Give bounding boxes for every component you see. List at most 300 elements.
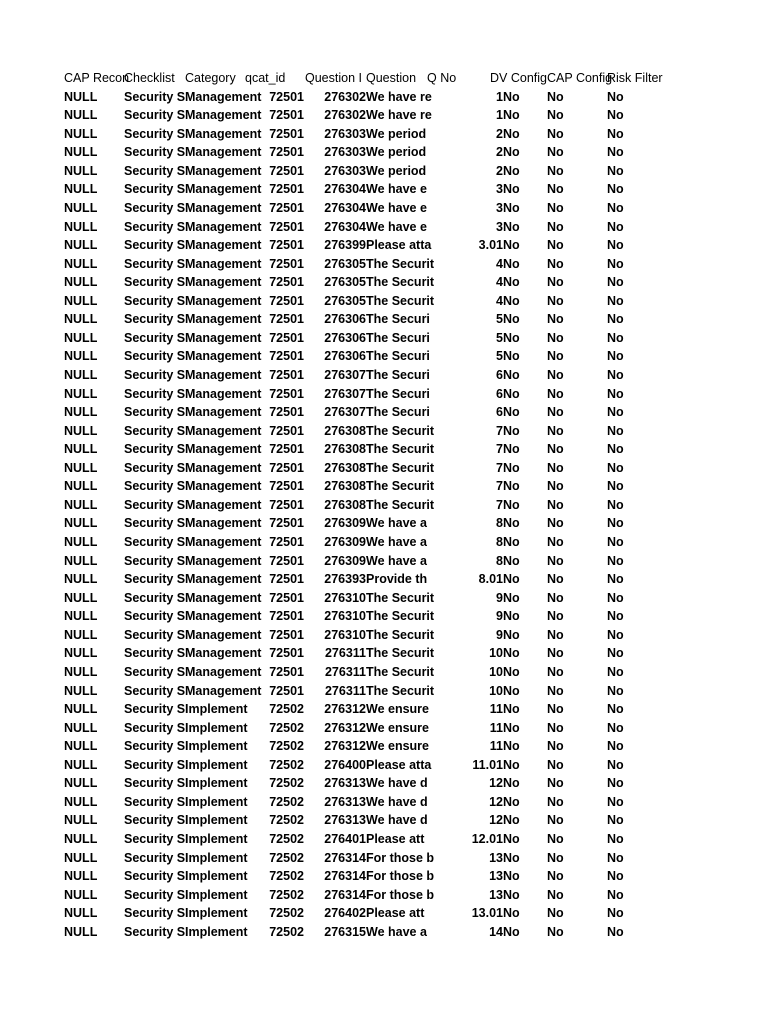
table-cell[interactable]: No	[503, 832, 520, 846]
table-cell[interactable]: We ensure	[366, 739, 429, 754]
table-cell[interactable]: No	[607, 126, 624, 141]
table-cell[interactable]: No	[607, 479, 624, 494]
table-cell[interactable]: No	[607, 497, 624, 512]
table-cell[interactable]: 8	[496, 553, 503, 568]
table-cell[interactable]: No	[547, 609, 564, 624]
header-cell[interactable]: CAP Config	[547, 71, 613, 85]
table-cell[interactable]: 5	[496, 312, 503, 327]
table-cell[interactable]: No	[547, 182, 564, 197]
table-cell[interactable]: NULL	[64, 219, 98, 234]
table-cell[interactable]: No	[607, 757, 624, 772]
table-cell[interactable]: No	[503, 238, 520, 253]
table-cell[interactable]: 8.01	[478, 572, 503, 587]
table-cell[interactable]: No	[503, 609, 520, 624]
table-cell[interactable]: No	[503, 330, 520, 345]
table-cell[interactable]: 276308	[324, 442, 366, 457]
table-cell[interactable]: 72502	[269, 794, 304, 809]
table-cell[interactable]: NULL	[64, 238, 98, 253]
table-cell[interactable]: NULL	[64, 739, 98, 754]
table-cell[interactable]: No	[607, 368, 624, 382]
table-cell[interactable]: 72501	[269, 460, 304, 475]
table-cell[interactable]: No	[547, 702, 564, 717]
table-cell[interactable]: 10	[489, 664, 503, 679]
table-cell[interactable]: We have d	[366, 794, 428, 809]
table-cell[interactable]: No	[503, 850, 520, 865]
table-cell[interactable]: Security S	[124, 89, 186, 104]
table-cell[interactable]: The Securi	[366, 368, 430, 382]
table-cell[interactable]: NULL	[64, 553, 98, 568]
table-cell[interactable]: No	[547, 646, 564, 661]
header-cell[interactable]: Category	[185, 71, 236, 85]
table-cell[interactable]: The Securit	[366, 423, 435, 438]
table-cell[interactable]: 276314	[324, 887, 366, 902]
header-cell[interactable]: Question	[366, 71, 417, 85]
table-cell[interactable]: No	[607, 887, 624, 902]
table-cell[interactable]: Implement	[185, 869, 248, 884]
table-cell[interactable]: No	[503, 386, 520, 401]
table-cell[interactable]: 4	[496, 275, 503, 290]
table-cell[interactable]: We have a	[366, 553, 427, 568]
table-cell[interactable]: No	[547, 293, 564, 308]
table-cell[interactable]: 7	[496, 497, 503, 512]
table-cell[interactable]: 276312	[324, 720, 366, 735]
table-cell[interactable]: NULL	[64, 869, 98, 884]
table-cell[interactable]: We ensure	[366, 720, 429, 735]
table-cell[interactable]: 276393	[324, 572, 366, 587]
table-cell[interactable]: Management	[185, 423, 262, 438]
table-cell[interactable]: 276311	[324, 664, 366, 679]
table-cell[interactable]: NULL	[64, 572, 98, 587]
table-cell[interactable]: 72501	[269, 609, 304, 624]
table-cell[interactable]: Security S	[124, 368, 186, 382]
table-cell[interactable]: No	[503, 516, 520, 531]
table-cell[interactable]: The Securit	[366, 275, 435, 290]
table-cell[interactable]: 72501	[269, 442, 304, 457]
table-cell[interactable]: NULL	[64, 182, 98, 197]
table-cell[interactable]: No	[607, 683, 624, 698]
table-cell[interactable]: We have a	[366, 516, 427, 531]
table-cell[interactable]: 11	[489, 702, 503, 717]
table-cell[interactable]: 276310	[324, 627, 366, 642]
table-cell[interactable]: No	[607, 702, 624, 717]
table-cell[interactable]: 12.01	[471, 832, 503, 846]
table-cell[interactable]: 2	[496, 126, 503, 141]
table-cell[interactable]: 72501	[269, 572, 304, 587]
table-cell[interactable]: Management	[185, 145, 262, 160]
table-cell[interactable]: Management	[185, 89, 262, 104]
header-cell[interactable]: CAP Recon	[64, 71, 130, 85]
table-cell[interactable]: 276306	[324, 312, 366, 327]
table-cell[interactable]: No	[503, 757, 520, 772]
table-cell[interactable]: No	[503, 664, 520, 679]
table-cell[interactable]: Security S	[124, 553, 186, 568]
table-cell[interactable]: NULL	[64, 256, 98, 271]
table-cell[interactable]: Management	[185, 108, 262, 123]
table-cell[interactable]: 276310	[324, 590, 366, 605]
table-cell[interactable]: Management	[185, 163, 262, 178]
table-cell[interactable]: 72501	[269, 256, 304, 271]
table-cell[interactable]: No	[607, 89, 624, 104]
table-cell[interactable]: 8	[496, 516, 503, 531]
table-cell[interactable]: 276402	[324, 906, 366, 921]
table-cell[interactable]: Management	[185, 349, 262, 364]
table-cell[interactable]: No	[547, 126, 564, 141]
table-cell[interactable]: Security S	[124, 275, 186, 290]
table-cell[interactable]: 276313	[324, 776, 366, 791]
table-cell[interactable]: 72501	[269, 553, 304, 568]
table-cell[interactable]: Please atta	[366, 757, 432, 772]
table-cell[interactable]: 72502	[269, 757, 304, 772]
table-cell[interactable]: NULL	[64, 349, 98, 364]
table-cell[interactable]: NULL	[64, 776, 98, 791]
table-cell[interactable]: 1	[496, 89, 503, 104]
table-cell[interactable]: 2	[496, 145, 503, 160]
table-cell[interactable]: 72501	[269, 516, 304, 531]
table-cell[interactable]: No	[503, 200, 520, 215]
table-cell[interactable]: 276309	[324, 516, 366, 531]
table-cell[interactable]: Security S	[124, 739, 186, 754]
table-cell[interactable]: No	[607, 516, 624, 531]
table-cell[interactable]: Security S	[124, 386, 186, 401]
table-cell[interactable]: No	[503, 405, 520, 420]
table-cell[interactable]: 7	[496, 460, 503, 475]
table-cell[interactable]: No	[607, 108, 624, 123]
table-cell[interactable]: For those b	[366, 869, 435, 884]
table-cell[interactable]: 276304	[324, 200, 366, 215]
table-cell[interactable]: 276306	[324, 349, 366, 364]
table-cell[interactable]: Management	[185, 572, 262, 587]
table-cell[interactable]: NULL	[64, 813, 98, 828]
table-cell[interactable]: No	[503, 776, 520, 791]
table-cell[interactable]: No	[547, 479, 564, 494]
table-cell[interactable]: Management	[185, 497, 262, 512]
table-cell[interactable]: 276311	[324, 683, 366, 698]
table-cell[interactable]: NULL	[64, 89, 98, 104]
table-cell[interactable]: Security S	[124, 145, 186, 160]
table-cell[interactable]: No	[503, 535, 520, 550]
table-cell[interactable]: No	[503, 720, 520, 735]
table-cell[interactable]: No	[607, 182, 624, 197]
table-cell[interactable]: No	[547, 108, 564, 123]
table-cell[interactable]: Security S	[124, 312, 186, 327]
table-cell[interactable]: No	[547, 757, 564, 772]
table-cell[interactable]: No	[607, 312, 624, 327]
table-cell[interactable]: 12	[489, 794, 503, 809]
table-cell[interactable]: 276399	[324, 238, 366, 253]
table-cell[interactable]: Security S	[124, 720, 186, 735]
table-cell[interactable]: 276308	[324, 479, 366, 494]
table-cell[interactable]: No	[607, 794, 624, 809]
table-cell[interactable]: 72501	[269, 497, 304, 512]
table-cell[interactable]: 276307	[324, 368, 366, 382]
table-cell[interactable]: 72501	[269, 200, 304, 215]
table-cell[interactable]: 6	[496, 386, 503, 401]
table-cell[interactable]: 276303	[324, 163, 366, 178]
table-cell[interactable]: No	[503, 182, 520, 197]
table-cell[interactable]: 276305	[324, 275, 366, 290]
table-cell[interactable]: Provide th	[366, 572, 428, 587]
table-cell[interactable]: 72502	[269, 832, 304, 846]
table-cell[interactable]: No	[503, 906, 520, 921]
table-cell[interactable]: No	[547, 330, 564, 345]
table-cell[interactable]: Management	[185, 312, 262, 327]
table-cell[interactable]: No	[547, 312, 564, 327]
table-cell[interactable]: No	[547, 368, 564, 382]
table-cell[interactable]: Security S	[124, 887, 186, 902]
table-cell[interactable]: NULL	[64, 275, 98, 290]
table-cell[interactable]: Implement	[185, 757, 248, 772]
table-cell[interactable]: Management	[185, 646, 262, 661]
table-cell[interactable]: 10	[489, 646, 503, 661]
table-cell[interactable]: NULL	[64, 757, 98, 772]
table-cell[interactable]: 3	[496, 200, 503, 215]
table-cell[interactable]: Management	[185, 256, 262, 271]
table-cell[interactable]: No	[503, 256, 520, 271]
table-cell[interactable]: 276302	[324, 108, 366, 123]
table-cell[interactable]: 5	[496, 330, 503, 345]
table-cell[interactable]: NULL	[64, 535, 98, 550]
table-cell[interactable]: No	[547, 832, 564, 846]
table-cell[interactable]: The Securit	[366, 609, 435, 624]
table-cell[interactable]: No	[547, 535, 564, 550]
table-cell[interactable]: 72502	[269, 850, 304, 865]
table-cell[interactable]: The Securi	[366, 330, 430, 345]
table-cell[interactable]: No	[607, 460, 624, 475]
header-cell[interactable]: Question I	[305, 71, 362, 85]
table-cell[interactable]: Security S	[124, 850, 186, 865]
table-cell[interactable]: No	[607, 813, 624, 828]
table-cell[interactable]: No	[547, 776, 564, 791]
table-cell[interactable]: No	[607, 609, 624, 624]
table-cell[interactable]: NULL	[64, 609, 98, 624]
header-cell[interactable]: Q No	[427, 71, 457, 85]
table-cell[interactable]: 72501	[269, 423, 304, 438]
table-cell[interactable]: Security S	[124, 572, 186, 587]
table-cell[interactable]: No	[503, 163, 520, 178]
table-cell[interactable]: No	[547, 89, 564, 104]
table-cell[interactable]: No	[607, 219, 624, 234]
table-cell[interactable]: No	[607, 238, 624, 253]
table-cell[interactable]: Security S	[124, 423, 186, 438]
table-cell[interactable]: 72501	[269, 182, 304, 197]
table-cell[interactable]: Management	[185, 126, 262, 141]
table-cell[interactable]: No	[503, 869, 520, 884]
table-cell[interactable]: Security S	[124, 794, 186, 809]
table-cell[interactable]: No	[607, 776, 624, 791]
table-cell[interactable]: 276305	[324, 293, 366, 308]
table-cell[interactable]: We period	[366, 163, 427, 178]
table-cell[interactable]: 276308	[324, 460, 366, 475]
table-cell[interactable]: No	[503, 145, 520, 160]
table-cell[interactable]: Security S	[124, 442, 186, 457]
table-cell[interactable]: 72501	[269, 275, 304, 290]
table-cell[interactable]: 72501	[269, 590, 304, 605]
table-cell[interactable]: Security S	[124, 702, 186, 717]
table-cell[interactable]: 6	[496, 405, 503, 420]
table-cell[interactable]: The Securit	[366, 683, 435, 698]
table-cell[interactable]: 7	[496, 423, 503, 438]
table-cell[interactable]: 12	[489, 776, 503, 791]
table-cell[interactable]: No	[547, 664, 564, 679]
table-cell[interactable]: No	[503, 108, 520, 123]
table-cell[interactable]: NULL	[64, 126, 98, 141]
table-cell[interactable]: No	[503, 553, 520, 568]
table-cell[interactable]: 72501	[269, 349, 304, 364]
table-cell[interactable]: 72501	[269, 683, 304, 698]
table-cell[interactable]: 5	[496, 349, 503, 364]
table-cell[interactable]: Management	[185, 330, 262, 345]
table-cell[interactable]: No	[607, 590, 624, 605]
table-cell[interactable]: Management	[185, 609, 262, 624]
table-cell[interactable]: No	[547, 887, 564, 902]
table-cell[interactable]: No	[607, 442, 624, 457]
table-cell[interactable]: 13.01	[471, 906, 503, 921]
table-cell[interactable]: Management	[185, 627, 262, 642]
table-cell[interactable]: Management	[185, 479, 262, 494]
table-cell[interactable]: 14	[489, 924, 503, 939]
table-cell[interactable]: No	[503, 590, 520, 605]
table-cell[interactable]: 276309	[324, 553, 366, 568]
table-cell[interactable]: The Securit	[366, 664, 435, 679]
table-cell[interactable]: Management	[185, 386, 262, 401]
table-cell[interactable]: NULL	[64, 200, 98, 215]
table-cell[interactable]: No	[607, 869, 624, 884]
table-cell[interactable]: No	[607, 405, 624, 420]
table-cell[interactable]: Implement	[185, 776, 248, 791]
table-cell[interactable]: We period	[366, 126, 427, 141]
table-cell[interactable]: Security S	[124, 683, 186, 698]
table-cell[interactable]: NULL	[64, 832, 98, 846]
table-cell[interactable]: 72501	[269, 108, 304, 123]
table-cell[interactable]: No	[547, 405, 564, 420]
table-cell[interactable]: 72501	[269, 312, 304, 327]
table-cell[interactable]: No	[547, 869, 564, 884]
table-cell[interactable]: 276314	[324, 850, 366, 865]
table-cell[interactable]: 7	[496, 479, 503, 494]
table-cell[interactable]: The Securit	[366, 460, 435, 475]
table-cell[interactable]: Implement	[185, 887, 248, 902]
table-cell[interactable]: No	[503, 368, 520, 382]
table-cell[interactable]: Management	[185, 368, 262, 382]
table-cell[interactable]: 276401	[324, 832, 366, 846]
table-cell[interactable]: We have e	[366, 219, 427, 234]
table-cell[interactable]: No	[607, 924, 624, 939]
table-cell[interactable]: Security S	[124, 349, 186, 364]
table-cell[interactable]: Security S	[124, 163, 186, 178]
table-cell[interactable]: No	[607, 330, 624, 345]
table-cell[interactable]: Security S	[124, 776, 186, 791]
table-cell[interactable]: No	[503, 442, 520, 457]
table-cell[interactable]: NULL	[64, 720, 98, 735]
table-cell[interactable]: No	[547, 850, 564, 865]
table-cell[interactable]: Security S	[124, 460, 186, 475]
table-cell[interactable]: No	[607, 423, 624, 438]
table-cell[interactable]: Security S	[124, 832, 186, 846]
table-cell[interactable]: Implement	[185, 832, 248, 846]
table-cell[interactable]: 6	[496, 368, 503, 382]
table-cell[interactable]: NULL	[64, 293, 98, 308]
table-cell[interactable]: 276312	[324, 702, 366, 717]
table-cell[interactable]: 9	[496, 609, 503, 624]
table-cell[interactable]: Security S	[124, 293, 186, 308]
table-cell[interactable]: We have a	[366, 924, 427, 939]
table-cell[interactable]: No	[503, 794, 520, 809]
table-cell[interactable]: NULL	[64, 460, 98, 475]
table-cell[interactable]: 276302	[324, 89, 366, 104]
table-cell[interactable]: 72501	[269, 293, 304, 308]
table-cell[interactable]: No	[503, 275, 520, 290]
table-cell[interactable]: Management	[185, 219, 262, 234]
table-cell[interactable]: NULL	[64, 145, 98, 160]
table-cell[interactable]: The Securit	[366, 256, 435, 271]
table-cell[interactable]: No	[503, 497, 520, 512]
table-cell[interactable]: No	[503, 293, 520, 308]
table-cell[interactable]: 276314	[324, 869, 366, 884]
table-cell[interactable]: Security S	[124, 479, 186, 494]
table-cell[interactable]: No	[503, 702, 520, 717]
table-cell[interactable]: Security S	[124, 664, 186, 679]
table-cell[interactable]: No	[503, 813, 520, 828]
table-cell[interactable]: 72501	[269, 219, 304, 234]
table-cell[interactable]: No	[547, 219, 564, 234]
table-cell[interactable]: Security S	[124, 869, 186, 884]
table-cell[interactable]: No	[503, 924, 520, 939]
table-cell[interactable]: No	[503, 479, 520, 494]
table-cell[interactable]: No	[547, 238, 564, 253]
table-cell[interactable]: No	[503, 887, 520, 902]
table-cell[interactable]: For those b	[366, 850, 435, 865]
table-cell[interactable]: NULL	[64, 924, 98, 939]
table-cell[interactable]: We have e	[366, 200, 427, 215]
table-cell[interactable]: NULL	[64, 590, 98, 605]
table-cell[interactable]: No	[547, 924, 564, 939]
table-cell[interactable]: No	[607, 200, 624, 215]
table-cell[interactable]: Implement	[185, 906, 248, 921]
table-cell[interactable]: We have d	[366, 776, 428, 791]
table-cell[interactable]: Security S	[124, 182, 186, 197]
table-cell[interactable]: 276312	[324, 739, 366, 754]
table-cell[interactable]: NULL	[64, 702, 98, 717]
table-cell[interactable]: NULL	[64, 627, 98, 642]
table-cell[interactable]: NULL	[64, 368, 98, 382]
table-cell[interactable]: No	[607, 906, 624, 921]
table-cell[interactable]: The Securit	[366, 442, 435, 457]
table-cell[interactable]: Security S	[124, 516, 186, 531]
table-cell[interactable]: NULL	[64, 887, 98, 902]
table-cell[interactable]: No	[547, 442, 564, 457]
table-cell[interactable]: Management	[185, 535, 262, 550]
table-cell[interactable]: Security S	[124, 924, 186, 939]
table-cell[interactable]: Management	[185, 553, 262, 568]
table-cell[interactable]: 1	[496, 108, 503, 123]
table-cell[interactable]: 72501	[269, 646, 304, 661]
table-cell[interactable]: NULL	[64, 405, 98, 420]
table-cell[interactable]: 3.01	[478, 238, 503, 253]
table-cell[interactable]: NULL	[64, 108, 98, 123]
table-cell[interactable]: 276306	[324, 330, 366, 345]
table-cell[interactable]: Management	[185, 683, 262, 698]
table-cell[interactable]: 72502	[269, 739, 304, 754]
table-cell[interactable]: 276304	[324, 219, 366, 234]
table-cell[interactable]: 276400	[324, 757, 366, 772]
table-cell[interactable]: No	[607, 349, 624, 364]
table-cell[interactable]: 276310	[324, 609, 366, 624]
table-cell[interactable]: 13	[489, 887, 503, 902]
table-cell[interactable]: 2	[496, 163, 503, 178]
table-cell[interactable]: No	[503, 89, 520, 104]
table-cell[interactable]: The Securit	[366, 590, 435, 605]
table-cell[interactable]: NULL	[64, 312, 98, 327]
